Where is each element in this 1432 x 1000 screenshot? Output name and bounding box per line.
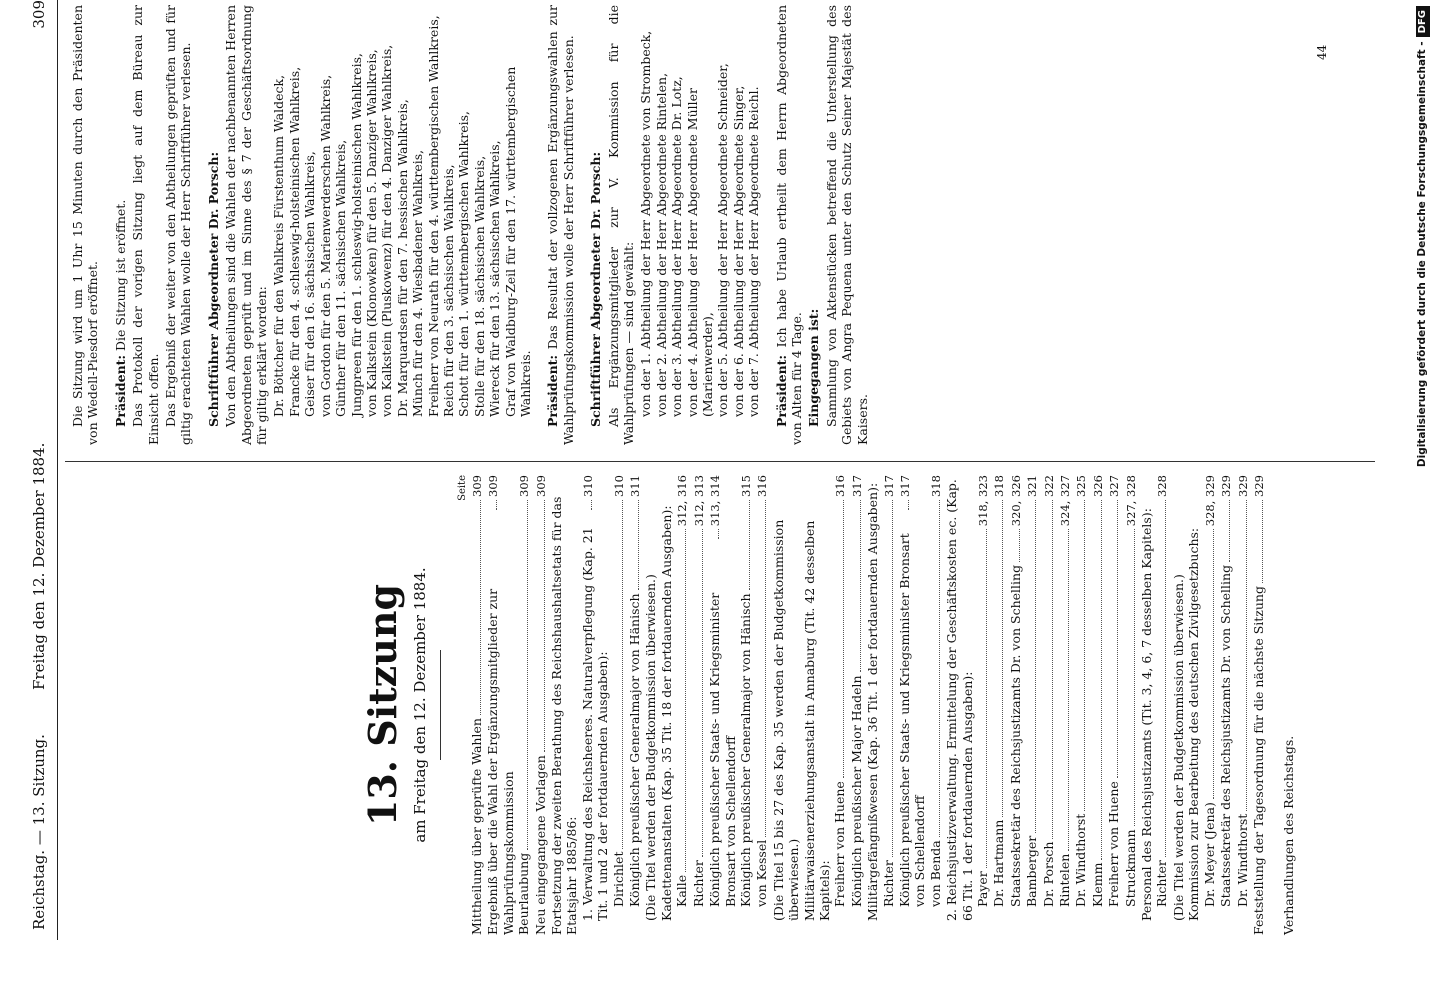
toc-row bbox=[1218, 475, 1234, 935]
secretary-paragraph-2 bbox=[588, 5, 603, 445]
toc-entry-text: (Die Titel 15 bis 27 des Kap. 35 werden der Budgetkommission überwiesen.) bbox=[770, 519, 802, 921]
toc-row bbox=[549, 475, 580, 935]
toc-leader-dots bbox=[1236, 500, 1247, 811]
toc-row bbox=[533, 475, 549, 935]
toc-leader-dots bbox=[1009, 529, 1020, 562]
toc-row bbox=[738, 475, 754, 935]
toc-page-number: 327 bbox=[1107, 475, 1122, 497]
opening-paragraph: Die Sitzung wird um 1 Uhr 15 Minuten durch den Präsidenten von Wedell-Piesdorf eröffnet. bbox=[70, 5, 101, 445]
toc-entry-text: Staatssekretär des Reichsjustizamts Dr. von Schelling bbox=[1007, 564, 1023, 907]
toc-entry-text: Struckmann bbox=[1122, 829, 1138, 907]
toc-row bbox=[1024, 475, 1040, 935]
toc-leader-dots bbox=[692, 529, 703, 857]
toc-page-number: 317 bbox=[897, 475, 912, 497]
toc-entry-text: Dr. Hartmann bbox=[991, 819, 1007, 907]
toc-leader-dots bbox=[929, 500, 940, 837]
toc-page-number: 321 bbox=[1025, 475, 1040, 497]
bottom-page-number: 44 bbox=[1315, 44, 1329, 60]
dfg-credit bbox=[1413, 0, 1432, 1000]
toc-page-number: 326 bbox=[1090, 475, 1105, 497]
toc-row bbox=[849, 475, 865, 935]
toc-row bbox=[881, 475, 897, 935]
session-title: 13. Sitzung bbox=[360, 583, 405, 827]
toc-entry-text: Dr. Windthorst bbox=[1073, 813, 1089, 907]
toc-leader-dots bbox=[1219, 500, 1230, 562]
toc-entry-text: Dr. Porsch bbox=[1040, 841, 1056, 907]
toc-leader-dots bbox=[612, 500, 623, 849]
list-item: Stolle für den 18. sächsischen Wahlkreis, bbox=[471, 155, 487, 417]
toc-row bbox=[832, 475, 848, 935]
toc-leader-dots bbox=[1124, 529, 1135, 826]
toc-leader-dots bbox=[470, 500, 481, 715]
toc-entry-text: Kalle bbox=[674, 874, 690, 907]
toc-row bbox=[469, 475, 485, 935]
toc-page-number: 318, 323 bbox=[976, 475, 990, 527]
toc-row bbox=[516, 475, 532, 935]
toc-leader-dots bbox=[1203, 529, 1214, 799]
title-rule bbox=[440, 650, 441, 760]
header-page-number: 309 bbox=[30, 0, 48, 29]
toc-page-number: 318 bbox=[928, 475, 943, 497]
toc-leader-dots bbox=[1042, 500, 1053, 839]
speaker-label: Schriftführer Abgeordneter Dr. Porsch: bbox=[588, 151, 604, 427]
column-separator bbox=[65, 461, 1375, 462]
toc-entry-text: von Benda bbox=[927, 840, 943, 907]
toc-page-number: 315 bbox=[738, 475, 753, 497]
toc-entry-text: Kadettenanstalten (Kap. 35 Tit. 18 der fortdauernden Ausgaben): bbox=[658, 505, 674, 921]
list-item: Francke für den 4. schleswig-holsteinischen Wahlkreis, bbox=[286, 66, 302, 417]
toc-row bbox=[802, 475, 833, 935]
toc-page-number: 329 bbox=[1235, 475, 1250, 497]
list-item: von Gordon für den 5. Marienwerderschen Wahlkreis, bbox=[317, 74, 333, 417]
list-item: Dr. Böttcher für den Wahlkreis Fürstenthum Waldeck, bbox=[271, 74, 287, 417]
toc-page-number: 322 bbox=[1041, 475, 1056, 497]
list-item: Schott für den 1. württembergischen Wahlkreis, bbox=[456, 111, 472, 417]
list-item: von der 3. Abtheilung der Herr Abgeordnete Dr. Lotz, bbox=[669, 76, 685, 417]
session-subtitle: am Freitag den 12. Dezember 1884. bbox=[411, 567, 429, 843]
header-rule bbox=[57, 0, 58, 940]
toc-leader-dots bbox=[581, 500, 592, 510]
toc-page-number: 328 bbox=[1155, 475, 1170, 497]
toc-footer: Verhandlungen des Reichstags. bbox=[1281, 735, 1297, 935]
toc-row bbox=[975, 475, 991, 935]
speaker-label: Präsident: bbox=[545, 354, 561, 427]
toc-page-number: 312, 316 bbox=[675, 475, 690, 527]
toc-row bbox=[485, 475, 516, 935]
toc-row bbox=[1186, 475, 1201, 935]
president-paragraph-3 bbox=[774, 5, 805, 445]
toc-page-number: 327, 328 bbox=[1123, 475, 1138, 527]
toc-entry-text: Königlich preußischer Major Hadeln bbox=[848, 675, 864, 907]
list-item: Jungpreen für den 1. schleswig-holsteinischen Wahlkreis, bbox=[348, 53, 364, 417]
toc-row bbox=[1139, 475, 1154, 935]
toc-leader-dots bbox=[534, 500, 545, 752]
toc-page-number: 320, 326 bbox=[1008, 475, 1023, 527]
paragraph-text: Das Resultat der vollzogenen Ergänzungswahlen zur Wahlprüfungskommission wolle der Herr Schriftführer verlesen. bbox=[545, 5, 576, 445]
list-item: Geiser für den 16. sächsischen Wahlkreis, bbox=[302, 151, 318, 417]
toc-page-number: 313, 314 bbox=[708, 475, 723, 527]
toc-leader-dots bbox=[833, 500, 844, 778]
toc-leader-dots bbox=[486, 500, 497, 510]
president-line: Das Ergebniß der weiter von den Abtheilungen geprüften und für giltig erachteten Wahlen wolle der Herr Schriftführer verlesen. bbox=[163, 5, 194, 445]
toc-leader-dots bbox=[628, 500, 639, 590]
dfg-strip bbox=[1413, 0, 1432, 1000]
toc-entry-text: Bamberger bbox=[1024, 835, 1040, 907]
toc-entry-text: Dirichlet bbox=[610, 851, 626, 907]
list-item: von der 5. Abtheilung der Herr Abgeordnete Schneider, bbox=[715, 63, 731, 417]
dfg-credit-text: Digitalisierung gefördert durch die Deutsche Forschungsgemeinschaft - bbox=[1416, 41, 1428, 468]
list-item: Wiereck für den 13. sächsischen Wahlkreis, bbox=[487, 140, 503, 417]
toc-entry-text: von Kessel bbox=[754, 839, 770, 907]
secretary-text: Von den Abtheilungen sind die Wahlen der nachbenannten Herren Abgeordneten geprüft und im Sinne des § 7 der Geschäftsordnung für giltig erklärt worden: bbox=[223, 5, 270, 445]
toc-row bbox=[865, 475, 880, 935]
toc-row bbox=[1123, 475, 1139, 935]
toc-row bbox=[1154, 475, 1170, 935]
list-item: von Kalkstein (Klonowken) für den 5. Danziger Wahlkreis, bbox=[363, 49, 379, 417]
toc-entry-text: Dr. Meyer (Jena) bbox=[1201, 802, 1217, 907]
toc-row bbox=[611, 475, 627, 935]
paragraph-text: Ich habe Urlaub ertheilt dem Herrn Abgeordneten von Alten für 4 Tage. bbox=[773, 5, 805, 445]
toc-row bbox=[1251, 475, 1267, 935]
toc-page-number: 309 bbox=[517, 475, 532, 497]
list-item: von der 2. Abtheilung der Herr Abgeordnete Rintelen, bbox=[653, 72, 669, 417]
toc-leader-dots bbox=[1025, 500, 1036, 833]
toc-entry-text: Richter bbox=[880, 860, 896, 907]
toc-row bbox=[1106, 475, 1122, 935]
toc-leader-dots bbox=[1091, 500, 1102, 860]
president-paragraph-2 bbox=[545, 5, 576, 445]
toc-row bbox=[944, 475, 975, 935]
toc-entry-text: Militärgefängnißwesen (Kap. 36 Tit. 1 der fortdauernden Ausgaben): bbox=[865, 482, 881, 921]
toc-page-number: 309 bbox=[470, 475, 484, 497]
list-item: von der 7. Abtheilung der Herr Abgeordnete Reichl. bbox=[746, 86, 762, 417]
toc-leader-dots bbox=[976, 529, 987, 868]
president-line: Das Protokoll der vorigen Sitzung liegt auf dem Büreau zur Einsicht offen. bbox=[130, 5, 161, 445]
toc-page-number: 311 bbox=[628, 475, 643, 497]
toc-row bbox=[991, 475, 1007, 935]
seite-label: Seite bbox=[457, 475, 468, 501]
toc-entry-text: Mittheilung über geprüfte Wahlen bbox=[469, 718, 484, 935]
toc-entry-text: Rintelen bbox=[1057, 853, 1073, 907]
toc-row bbox=[1171, 475, 1186, 935]
toc-row bbox=[674, 475, 690, 935]
toc-entry-text: Richter bbox=[1154, 860, 1170, 907]
toc-entry-text: Feststellung der Tagesordnung für die nächste Sitzung bbox=[1250, 586, 1266, 935]
list-item: von der 6. Abtheilung der Herr Abgeordnete Singer, bbox=[730, 85, 746, 417]
toc-entry-text: Freiherr von Huene bbox=[832, 781, 848, 907]
right-column bbox=[70, 5, 872, 445]
toc-entry-text: Königlich preußischer Staats- und Kriegsminister Bronsart von Schellendorff bbox=[896, 533, 928, 907]
toc-row bbox=[659, 475, 674, 935]
toc-row bbox=[1235, 475, 1251, 935]
list-item: von der 4. Abtheilung der Herr Abgeordnete Müller (Marienwerder), bbox=[684, 88, 716, 417]
toc-page-number: 312, 313 bbox=[691, 475, 706, 527]
header-left: Reichstag. — 13. Sitzung. bbox=[30, 734, 48, 930]
toc-page-number: 316 bbox=[833, 475, 848, 497]
page-header bbox=[30, 0, 60, 930]
toc-leader-dots bbox=[1058, 529, 1069, 850]
toc-page-number: 329 bbox=[1251, 475, 1266, 497]
toc-entry-text: Neu eingegangene Vorlagen bbox=[532, 755, 548, 935]
list-item: Münch für den 4. Wiesbadener Wahlkreis, bbox=[410, 149, 426, 417]
toc-leader-dots bbox=[992, 500, 1003, 817]
toc-row bbox=[627, 475, 643, 935]
toc-entry-text: Beurlaubung bbox=[516, 852, 532, 935]
toc-entry-text: Dr. Windthorst bbox=[1234, 813, 1250, 907]
toc-row bbox=[580, 475, 611, 935]
toc-row bbox=[771, 475, 802, 935]
eingegangen-heading: Eingegangen ist: bbox=[806, 308, 822, 427]
toc-entry-text: 1. Verwaltung des Reichsheeres. Naturalverpflegung (Kap. 21 Tit. 1 und 2 der fortdauernden Ausgaben): bbox=[579, 527, 611, 921]
list-item: Dr. Marquardsen für den 7. hessischen Wahlkreis, bbox=[394, 99, 410, 417]
speaker-label: Präsident: bbox=[773, 354, 789, 427]
list-item: Reich für den 3. sächsischen Wahlkreis, bbox=[440, 164, 456, 417]
toc-entry-text: Payer bbox=[975, 871, 990, 907]
toc-page-number: 317 bbox=[881, 475, 896, 497]
toc-leader-dots bbox=[1155, 500, 1166, 857]
toc-row bbox=[707, 475, 738, 935]
toc-entry-text: Staatssekretär des Reichsjustizamts Dr. von Schelling bbox=[1218, 564, 1234, 907]
left-column bbox=[70, 475, 1297, 935]
toc-entry-text: Klemm bbox=[1089, 862, 1105, 907]
toc-page-number: 310 bbox=[611, 475, 626, 497]
election-list bbox=[271, 5, 533, 445]
secretary-paragraph-1 bbox=[206, 5, 221, 445]
toc-entry-text: Militärwaisenerziehungsanstalt in Annaburg (Tit. 42 desselben Kapitels): bbox=[801, 520, 832, 921]
toc-page-number: 318 bbox=[992, 475, 1007, 497]
speaker-label: Schriftführer Abgeordneter Dr. Porsch: bbox=[205, 151, 221, 427]
toc-row bbox=[1090, 475, 1106, 935]
toc-page-number: 325 bbox=[1074, 475, 1089, 497]
toc-leader-dots bbox=[675, 529, 686, 872]
toc-entry-text: Ergebniß über die Wahl der Ergänzungsmitglieder zur Wahlprüfungskommission bbox=[485, 588, 516, 935]
toc-row bbox=[897, 475, 928, 935]
toc-leader-dots bbox=[755, 500, 766, 837]
toc-leader-dots bbox=[1107, 500, 1118, 778]
list-item: Freiherr von Neurath für den 4. württembergischen Wahlkreis, bbox=[425, 15, 441, 417]
toc-page-number: 316 bbox=[755, 475, 770, 497]
list-item: Günther für den 11. sächsischen Wahlkreis, bbox=[333, 139, 349, 417]
toc-row bbox=[1202, 475, 1218, 935]
toc-row bbox=[928, 475, 944, 935]
toc-page-number: 309 bbox=[486, 475, 501, 497]
secretary-text: Als Ergänzungsmitglieder zur V. Kommission für die Wahlprüfungen — sind gewählt: bbox=[605, 5, 636, 445]
toc-entry-text: Königlich preußischer Staats- und Kriegsminister Bronsart von Schellendorff bbox=[707, 592, 738, 907]
commission-list bbox=[638, 5, 761, 445]
toc-entry-text: 2. Reichsjustizverwaltung. Ermittelung der Geschäftskosten ec. (Kap. 66 Tit. 1 der fortdauernden Ausgaben): bbox=[944, 479, 975, 921]
toc-row bbox=[643, 475, 658, 935]
toc-leader-dots bbox=[1074, 500, 1085, 811]
toc-page-number: 309 bbox=[533, 475, 548, 497]
toc-entry-text: Königlich preußischer Generalmajor von Hänisch bbox=[627, 593, 643, 907]
toc-row bbox=[691, 475, 707, 935]
eingegangen-label bbox=[806, 5, 821, 445]
toc-entry-text: Fortsetzung der zweiten Berathung des Reichshaushaltsetats für das Etatsjahr 1885/86: bbox=[549, 496, 580, 935]
toc-entry-text: Kommission zur Bearbeitung des deutschen Zivilgesetzbuchs: bbox=[1186, 527, 1202, 921]
header-date: Freitag den 12. Dezember 1884. bbox=[30, 442, 48, 690]
toc-leader-dots bbox=[850, 500, 861, 672]
toc-page-number: 317 bbox=[849, 475, 864, 497]
president-paragraph-1 bbox=[113, 5, 128, 445]
list-item: von der 1. Abtheilung der Herr Abgeordnete von Strombeck, bbox=[638, 30, 654, 417]
toc-page-number: 329 bbox=[1219, 475, 1234, 497]
toc-leader-dots bbox=[708, 529, 719, 539]
toc-page-number: 328, 329 bbox=[1202, 475, 1217, 527]
eingegangen-text: Sammlung von Aktenstücken betreffend die Unterstellung des Gebiets von Angra Pequena unter den Schutz Seiner Majestät des Kaisers. bbox=[823, 5, 870, 445]
toc-page-number: 310 bbox=[580, 475, 595, 497]
toc-row bbox=[1057, 475, 1073, 935]
toc-page-number: 324, 327 bbox=[1058, 475, 1073, 527]
toc-entry-text: (Die Titel werden der Budgetkommission überwiesen.) bbox=[643, 574, 659, 921]
table-of-contents bbox=[469, 475, 1267, 935]
toc-entry-text: (Die Titel werden der Budgetkommission überwiesen.) bbox=[1170, 574, 1186, 921]
toc-leader-dots bbox=[898, 500, 909, 510]
toc-leader-dots bbox=[882, 500, 893, 857]
dfg-logo: DFG bbox=[1416, 6, 1430, 37]
toc-leader-dots bbox=[739, 500, 750, 590]
toc-entry-text: Richter bbox=[690, 860, 706, 907]
toc-row bbox=[1008, 475, 1024, 935]
toc-entry-text: Königlich preußischer Generalmajor von Hänisch bbox=[737, 593, 753, 907]
paragraph-text: Die Sitzung ist eröffnet. bbox=[112, 199, 128, 351]
list-item: von Kalkstein (Pluskowenz) für den 4. Danziger Wahlkreis, bbox=[379, 44, 395, 417]
toc-row bbox=[754, 475, 770, 935]
list-item: Graf von Waldburg-Zeil für den 17. württembergischen Wahlkreis. bbox=[502, 66, 533, 417]
toc-entry-text: Freiherr von Huene bbox=[1106, 781, 1122, 907]
toc-row bbox=[1041, 475, 1057, 935]
toc-leader-dots bbox=[517, 500, 528, 850]
toc-entry-text: Personal des Reichsjustizamts (Tit. 3, 4, 6, 7 desselben Kapitels): bbox=[1139, 508, 1155, 921]
toc-row bbox=[1073, 475, 1089, 935]
toc-leader-dots bbox=[1252, 500, 1263, 583]
speaker-label: Präsident: bbox=[112, 354, 128, 427]
